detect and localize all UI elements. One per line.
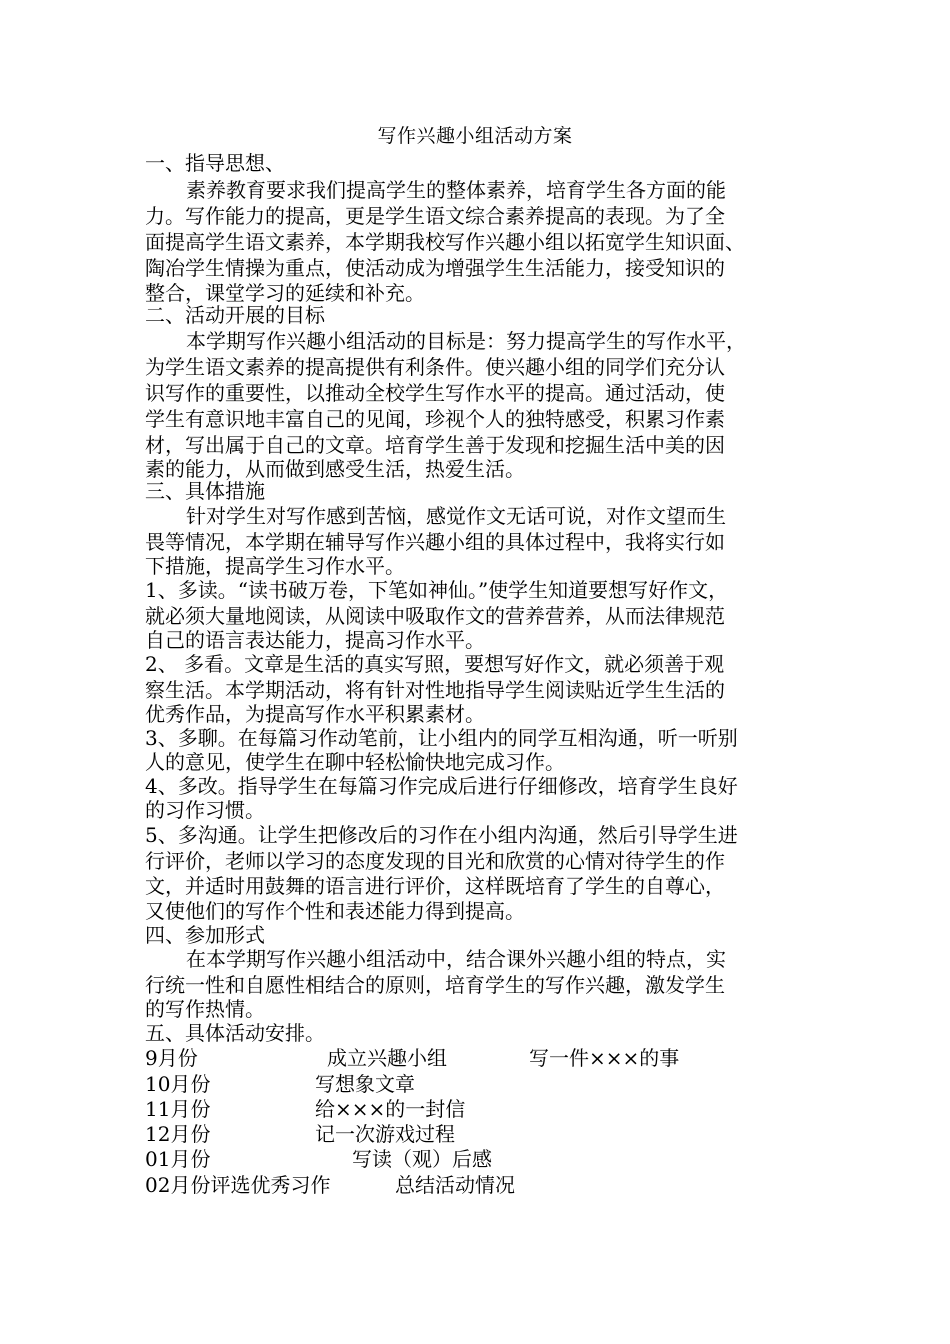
section-heading: 二、活动开展的目标 [145, 303, 325, 327]
paragraph-line: 材，写出属于自己的文章。培育学生善于发现和挖掘生活中美的因 [145, 433, 725, 457]
paragraph-line: 下措施，提高学生习作水平。 [145, 554, 405, 578]
list-item: 3、多聊。在每篇习作动笔前，让小组内的同学互相沟通，听一听别 [145, 726, 738, 750]
schedule-activity: 给×××的一封信 [315, 1097, 466, 1121]
paragraph-line: 本学期写作兴趣小组活动的目标是：努力提高学生的写作水平， [186, 329, 746, 353]
section-heading: 三、具体措施 [145, 479, 265, 503]
schedule-month: 12月份 [145, 1122, 211, 1146]
section-heading: 四、参加形式 [145, 923, 265, 947]
schedule-month: 10月份 [145, 1072, 211, 1096]
paragraph-line: 行评价，老师以学习的态度发现的目光和欣赏的心情对待学生的作 [145, 849, 725, 873]
paragraph-line: 又使他们的写作个性和表述能力得到提高。 [145, 899, 525, 923]
schedule-activity: 总结活动情况 [395, 1173, 515, 1197]
paragraph-line: 力。写作能力的提高，更是学生语文综合素养提高的表现。为了全 [145, 204, 725, 228]
paragraph-line: 自己的语言表达能力，提高习作水平。 [145, 628, 485, 652]
section-heading: 一、指导思想、 [145, 151, 285, 175]
schedule-month: 9月份 [145, 1046, 198, 1070]
schedule-month: 11月份 [145, 1097, 211, 1121]
schedule-activity: 写读（观）后感 [352, 1147, 492, 1171]
paragraph-line: 素的能力，从而做到感受生活，热爱生活。 [145, 457, 525, 481]
paragraph-line: 为学生语文素养的提高提供有利条件。使兴趣小组的同学们充分认 [145, 355, 725, 379]
paragraph-line: 学生有意识地丰富自己的见闻，珍视个人的独特感受，积累习作素 [145, 407, 725, 431]
paragraph-line: 就必须大量地阅读，从阅读中吸取作文的营养营养，从而法律规范 [145, 604, 725, 628]
paragraph-line: 行统一性和自愿性相结合的原则，培育学生的写作兴趣，激发学生 [145, 973, 725, 997]
schedule-month: 01月份 [145, 1147, 211, 1171]
section-heading: 五、具体活动安排。 [145, 1021, 325, 1045]
paragraph-line: 在本学期写作兴趣小组活动中，结合课外兴趣小组的特点，实 [186, 947, 726, 971]
paragraph-line: 的习作习惯。 [145, 798, 265, 822]
schedule-month: 02月份评选优秀习作 [145, 1173, 331, 1197]
paragraph-line: 针对学生对写作感到苦恼，感觉作文无话可说，对作文望而生 [186, 504, 726, 528]
paragraph-line: 察生活。本学期活动，将有针对性地指导学生阅读贴近学生生活的 [145, 678, 725, 702]
paragraph-line: 识写作的重要性，以推动全校学生写作水平的提高。通过活动，使 [145, 381, 725, 405]
paragraph-line: 人的意见，使学生在聊中轻松愉快地完成习作。 [145, 750, 565, 774]
schedule-task: 写一件×××的事 [529, 1046, 680, 1070]
document-title: 写作兴趣小组活动方案 [377, 125, 573, 147]
paragraph-line: 素养教育要求我们提高学生的整体素养，培育学生各方面的能 [186, 178, 726, 202]
schedule-activity: 写想象文章 [315, 1072, 415, 1096]
paragraph-line: 整合，课堂学习的延续和补充。 [145, 281, 425, 305]
paragraph-line: 优秀作品，为提高写作水平积累素材。 [145, 702, 485, 726]
schedule-activity: 成立兴趣小组 [327, 1046, 447, 1070]
list-item: 4、多改。指导学生在每篇习作完成后进行仔细修改，培育学生良好 [145, 774, 738, 798]
paragraph-line: 文，并适时用鼓舞的语言进行评价，这样既培育了学生的自尊心， [145, 874, 725, 898]
list-item: 2、 多看。文章是生活的真实写照，要想写好作文，就必须善于观 [145, 652, 725, 676]
paragraph-line: 的写作热情。 [145, 997, 265, 1021]
paragraph-line: 陶冶学生情操为重点，使活动成为增强学生生活能力，接受知识的 [145, 256, 725, 280]
paragraph-line: 畏等情况，本学期在辅导写作兴趣小组的具体过程中，我将实行如 [145, 530, 725, 554]
list-item: 5、多沟通。让学生把修改后的习作在小组内沟通，然后引导学生进 [145, 823, 738, 847]
paragraph-line: 面提高学生语文素养，本学期我校写作兴趣小组以拓宽学生知识面、 [145, 230, 745, 254]
list-item: 1、多读。“读书破万卷，下笔如神仙。”使学生知道要想写好作文， [145, 578, 729, 602]
schedule-activity: 记一次游戏过程 [315, 1122, 455, 1146]
